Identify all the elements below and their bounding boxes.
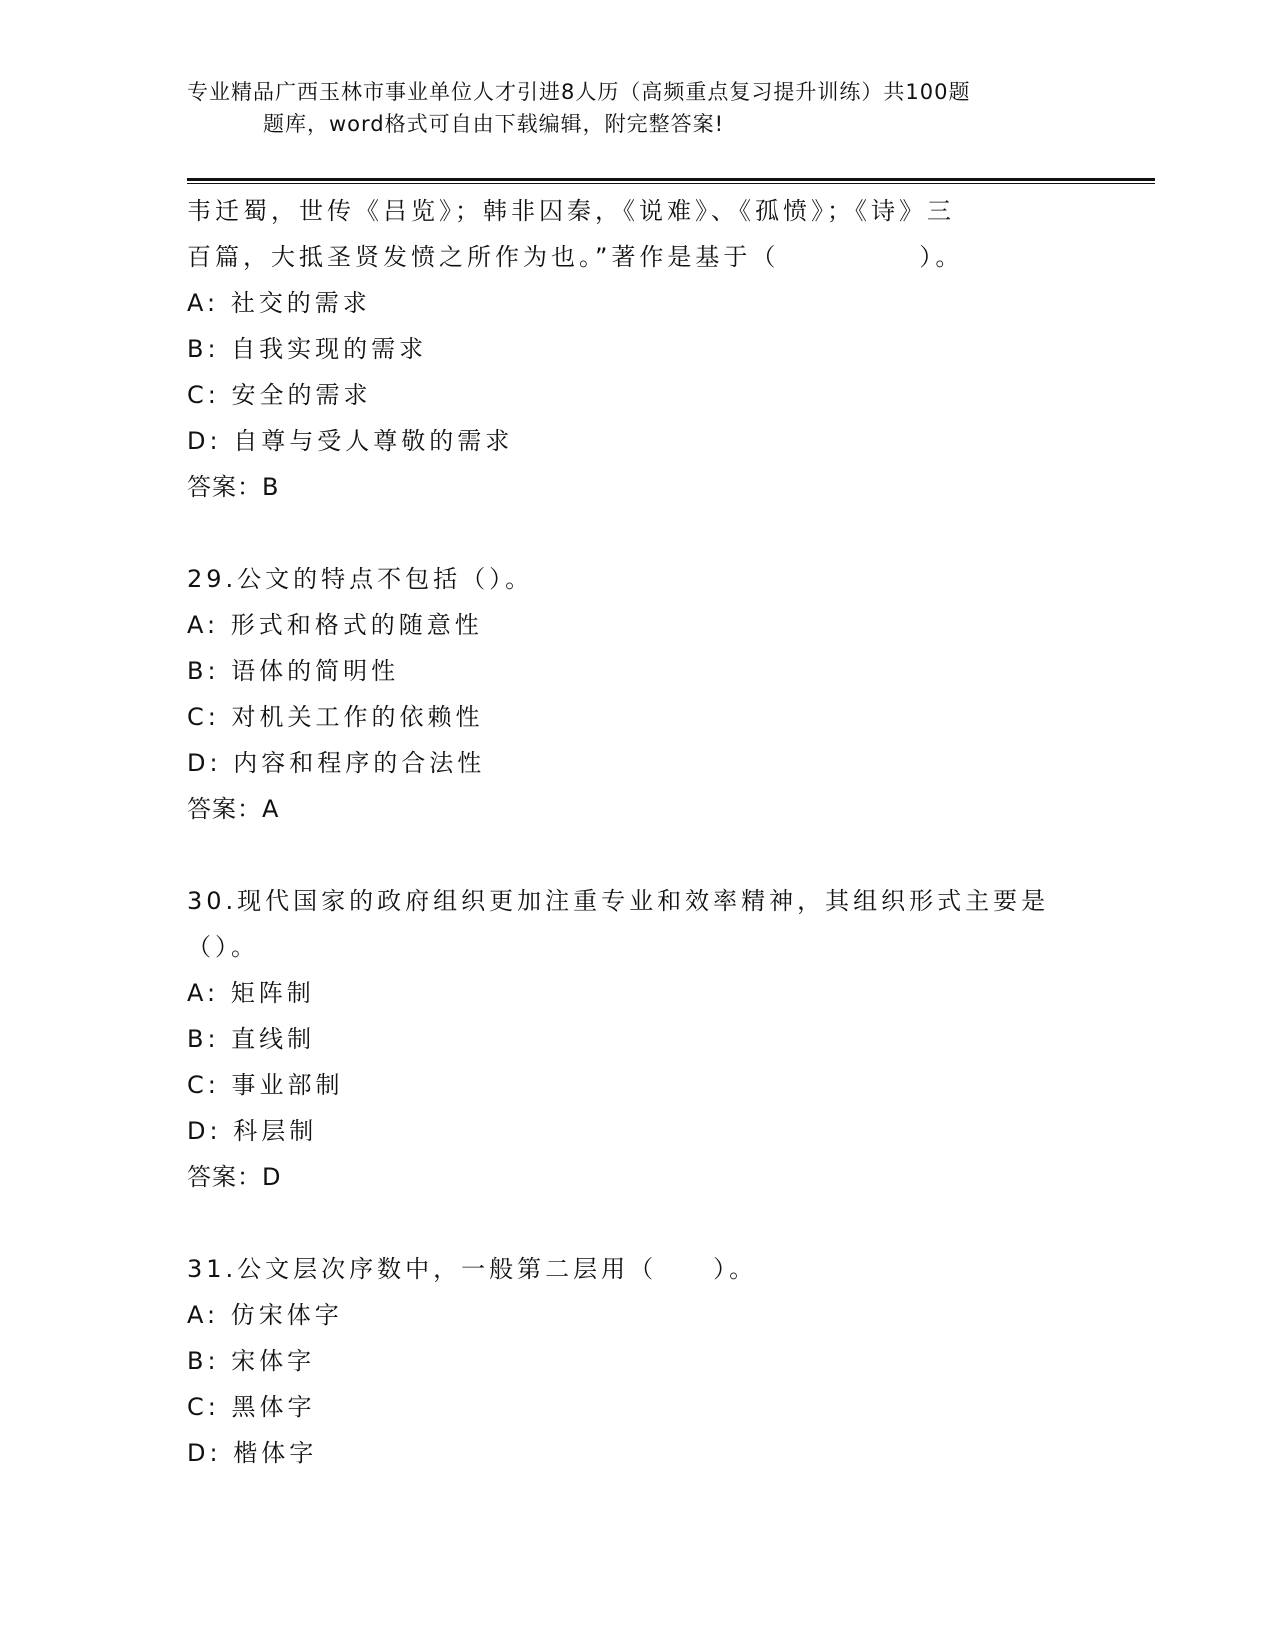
question-31: [187, 1246, 1087, 1476]
question-29: [187, 556, 1087, 832]
question-stem-line: 百篇，大抵圣贤发愤之所作为也。”著作是基于（ ）。: [187, 243, 964, 271]
answer-line: 答案：D: [187, 1163, 282, 1191]
option-b: B: 语体的简明性: [187, 657, 400, 685]
spacer: [187, 1200, 1087, 1246]
option-c: C: 黑体字: [187, 1393, 316, 1421]
answer-line: 答案：A: [187, 795, 280, 823]
header-rule-thick: [187, 178, 1155, 181]
option-b: B: 自我实现的需求: [187, 335, 428, 363]
option-b: B: 宋体字: [187, 1347, 316, 1375]
question-stem-line: 30.现代国家的政府组织更加注重专业和效率精神，其组织形式主要是: [187, 887, 1050, 915]
option-c: C: 事业部制: [187, 1071, 344, 1099]
option-c: C: 安全的需求: [187, 381, 372, 409]
option-d: D: 自尊与受人尊敬的需求: [187, 427, 514, 455]
header-title-line-1: 专业精品广西玉林市事业单位人才引进8人历（高频重点复习提升训练）共100题: [187, 80, 971, 104]
question-28: [187, 188, 1087, 510]
option-a: A: 仿宋体字: [187, 1301, 343, 1329]
document-header: [187, 76, 1087, 140]
question-30: [187, 878, 1087, 1200]
question-list: [187, 188, 1087, 1476]
question-stem-line: 韦迁蜀，世传《吕览》；韩非囚秦，《说难》、《孤愤》；《诗》三: [187, 197, 955, 225]
question-stem-line: （）。: [187, 933, 259, 961]
option-d: D: 内容和程序的合法性: [187, 749, 486, 777]
spacer: [187, 832, 1087, 878]
header-title-line-2: 题库，word格式可自由下载编辑，附完整答案!: [263, 112, 725, 136]
spacer: [187, 510, 1087, 556]
question-stem: 31.公文层次序数中，一般第二层用（ ）。: [187, 1255, 758, 1283]
option-a: A: 社交的需求: [187, 289, 371, 317]
answer-line: 答案：B: [187, 473, 280, 501]
option-c: C: 对机关工作的依赖性: [187, 703, 484, 731]
header-rule-thin: [187, 183, 1155, 184]
option-b: B: 直线制: [187, 1025, 316, 1053]
option-a: A: 形式和格式的随意性: [187, 611, 483, 639]
option-d: D: 科层制: [187, 1117, 318, 1145]
option-d: D: 楷体字: [187, 1439, 318, 1467]
option-a: A: 矩阵制: [187, 979, 315, 1007]
question-stem: 29.公文的特点不包括（）。: [187, 565, 534, 593]
